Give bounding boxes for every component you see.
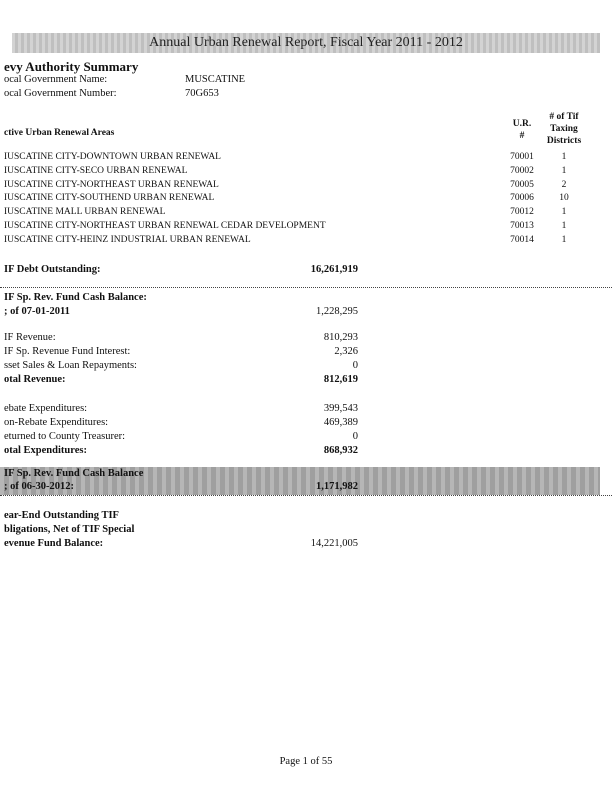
page-number: Page 1 of 55 xyxy=(279,756,333,767)
areas-heading: ctive Urban Renewal Areas xyxy=(4,128,115,138)
yearend-value: 14,221,005 xyxy=(310,538,358,549)
debt-value: 16,261,919 xyxy=(310,264,358,275)
ur-header-line: # xyxy=(519,131,525,141)
area-name: IUSCATINE CITY-SECO URBAN RENEWAL xyxy=(4,165,188,176)
expenditure-value: 469,389 xyxy=(323,417,358,428)
area-ur-number: 70005 xyxy=(510,179,534,190)
open-balance-label-2: ; of 07-01-2011 xyxy=(4,306,70,317)
open-balance-label-1: IF Sp. Rev. Fund Cash Balance: xyxy=(4,292,147,303)
area-name: IUSCATINE CITY-SOUTHEND URBAN RENEWAL xyxy=(4,193,215,204)
area-tif-count: 1 xyxy=(561,221,567,231)
revenue-label: IF Sp. Revenue Fund Interest: xyxy=(4,346,131,357)
area-tif-count: 2 xyxy=(561,179,567,190)
gov-name-value: MUSCATINE xyxy=(185,74,246,85)
area-ur-number: 70012 xyxy=(510,207,534,218)
tif-header-line: # of Tif xyxy=(549,112,579,122)
expenditure-label: ebate Expenditures: xyxy=(4,403,88,414)
close-balance-label-1: IF Sp. Rev. Fund Cash Balance xyxy=(4,468,144,479)
yearend-label-3: evenue Fund Balance: xyxy=(4,538,104,549)
area-ur-number: 70006 xyxy=(510,193,534,204)
area-ur-number: 70014 xyxy=(510,234,534,245)
expenditure-value: 399,543 xyxy=(323,403,358,414)
total-revenue-label: otal Revenue: xyxy=(4,374,66,385)
yearend-label-1: ear-End Outstanding TIF xyxy=(4,510,119,521)
revenue-value: 810,293 xyxy=(323,332,358,343)
divider xyxy=(0,287,612,288)
tif-column-header xyxy=(542,111,586,147)
area-tif-count: 1 xyxy=(561,152,567,162)
area-tif-count: 10 xyxy=(559,193,569,204)
close-balance-value: 1,171,982 xyxy=(316,481,358,492)
debt-label: IF Debt Outstanding: xyxy=(4,264,101,275)
expenditure-label: on-Rebate Expenditures: xyxy=(4,417,109,428)
open-balance-value: 1,228,295 xyxy=(316,306,358,317)
expenditure-label: eturned to County Treasurer: xyxy=(4,431,126,442)
total-revenue-value: 812,619 xyxy=(323,374,358,385)
area-name: IUSCATINE MALL URBAN RENEWAL xyxy=(4,207,166,218)
total-expenditures-label: otal Expenditures: xyxy=(4,445,87,456)
ur-header-line: U.R. xyxy=(512,119,532,129)
gov-number-value: 70G653 xyxy=(185,88,219,99)
revenue-label: IF Revenue: xyxy=(4,332,56,343)
revenue-label: sset Sales & Loan Repayments: xyxy=(4,360,137,371)
divider xyxy=(0,495,612,496)
total-expenditures-value: 868,932 xyxy=(323,445,358,456)
summary-heading: evy Authority Summary xyxy=(4,59,139,74)
expenditure-value: 0 xyxy=(352,431,358,442)
area-tif-count: 1 xyxy=(561,207,567,218)
tif-header-line: Taxing xyxy=(550,124,578,134)
area-tif-count: 1 xyxy=(561,234,567,245)
area-tif-count: 1 xyxy=(561,165,567,176)
close-balance-label-2: ; of 06-30-2012: xyxy=(4,481,74,492)
gov-name-label: ocal Government Name: xyxy=(4,74,108,85)
area-ur-number: 70013 xyxy=(510,221,534,231)
area-name: IUSCATINE CITY-HEINZ INDUSTRIAL URBAN RENEWAL xyxy=(4,234,251,245)
yearend-label-2: bligations, Net of TIF Special xyxy=(4,524,135,535)
area-name: IUSCATINE CITY-DOWNTOWN URBAN RENEWAL xyxy=(4,152,221,162)
area-name: IUSCATINE CITY-NORTHEAST URBAN RENEWAL xyxy=(4,179,219,190)
area-ur-number: 70002 xyxy=(510,165,534,176)
report-title: Annual Urban Renewal Report, Fiscal Year 2011 - 2012 xyxy=(149,35,463,50)
tif-header-line: Districts xyxy=(546,136,582,146)
revenue-value: 2,326 xyxy=(334,346,358,357)
gov-number-label: ocal Government Number: xyxy=(4,88,117,99)
area-name: IUSCATINE CITY-NORTHEAST URBAN RENEWAL CEDAR DEVELOPMENT xyxy=(4,221,326,231)
ur-column-header xyxy=(502,118,542,142)
area-ur-number: 70001 xyxy=(510,152,534,162)
revenue-value: 0 xyxy=(352,360,358,371)
